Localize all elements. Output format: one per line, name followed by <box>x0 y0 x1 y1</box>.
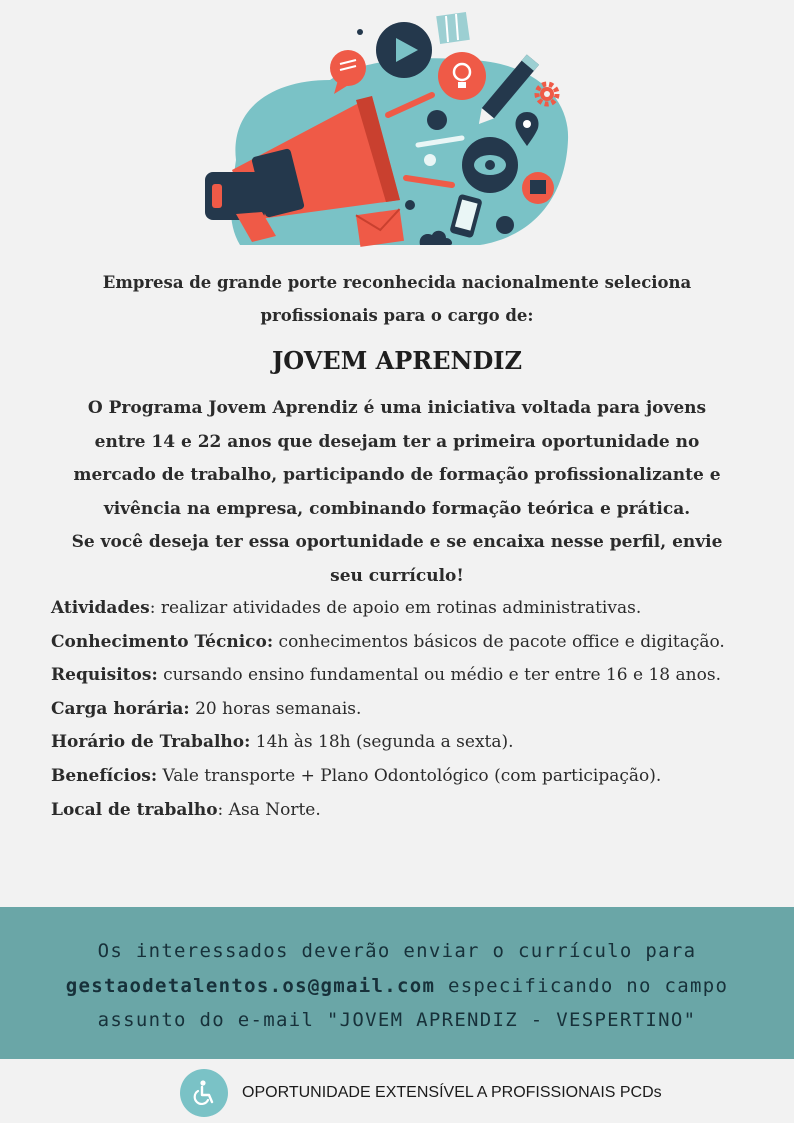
detail-label: Carga horária: <box>51 698 190 719</box>
dot-shape <box>357 29 363 35</box>
lightbulb-icon <box>438 52 486 100</box>
tile-shape <box>436 12 470 44</box>
program-line: Se você deseja ter essa oportunidade e se encaixa nesse perfil, envie <box>71 532 723 553</box>
job-details <box>51 592 751 827</box>
detail-location <box>51 794 751 828</box>
detail-workload <box>51 693 751 727</box>
intro-line: profissionais para o cargo de: <box>260 306 534 325</box>
contact-line-rest: especificando no campo <box>435 974 729 997</box>
intro-text <box>0 266 794 332</box>
detail-activities <box>51 592 751 626</box>
contact-email[interactable]: gestaodetalentos.os@gmail.com <box>65 974 436 997</box>
pcd-label: OPORTUNIDADE EXTENSÍVEL A PROFISSIONAIS PCDs <box>242 1084 662 1101</box>
pcd-notice <box>180 1068 662 1118</box>
detail-value: 20 horas semanais. <box>189 698 362 719</box>
dot-shape <box>496 216 514 234</box>
program-description <box>50 392 744 594</box>
dot-shape <box>405 200 415 210</box>
megaphone-illustration <box>0 0 794 250</box>
detail-value: Vale transporte + Plano Odontológico (com participação). <box>157 765 662 786</box>
detail-technical-knowledge <box>51 626 751 660</box>
detail-label: Atividades <box>51 598 150 618</box>
detail-label: Horário de Trabalho: <box>51 732 251 753</box>
contact-line: assunto do e-mail "JOVEM APRENDIZ - VESPERTINO" <box>97 1009 697 1031</box>
detail-label: Local de trabalho <box>51 799 218 820</box>
detail-value: conhecimentos básicos de pacote office e digitação. <box>273 631 725 652</box>
detail-label: Benefícios: <box>51 765 158 786</box>
detail-benefits <box>51 760 751 794</box>
program-line: vivência na empresa, combinando formação teórica e prática. <box>103 498 691 519</box>
contact-text <box>0 934 794 1038</box>
program-line: seu currículo! <box>330 565 464 586</box>
dot-shape <box>424 154 436 166</box>
program-line: mercado de trabalho, participando de formação profissionalizante e <box>73 465 721 486</box>
detail-label: Conhecimento Técnico: <box>51 631 274 652</box>
page-title: JOVEM APRENDIZ <box>271 346 523 375</box>
detail-label: Requisitos: <box>51 665 158 686</box>
program-line: entre 14 e 22 anos que desejam ter a primeira oportunidade no <box>94 431 700 452</box>
detail-work-hours <box>51 726 751 760</box>
detail-requirements <box>51 659 751 693</box>
detail-value: 14h às 18h (segunda a sexta). <box>250 732 514 753</box>
intro-line: Empresa de grande porte reconhecida nacionalmente seleciona <box>102 273 692 292</box>
wheelchair-icon <box>180 1069 228 1117</box>
dot-shape <box>427 110 447 130</box>
program-line: O Programa Jovem Aprendiz é uma iniciativa voltada para jovens <box>87 398 707 418</box>
detail-value: cursando ensino fundamental ou médio e ter entre 16 e 18 anos. <box>157 665 721 686</box>
contact-line: Os interessados deverão enviar o currículo para <box>97 940 697 962</box>
detail-value: : Asa Norte. <box>217 799 321 820</box>
contact-line <box>0 969 794 1004</box>
envelope-icon <box>356 209 404 247</box>
detail-value: : realizar atividades de apoio em rotinas administrativas. <box>149 598 642 618</box>
